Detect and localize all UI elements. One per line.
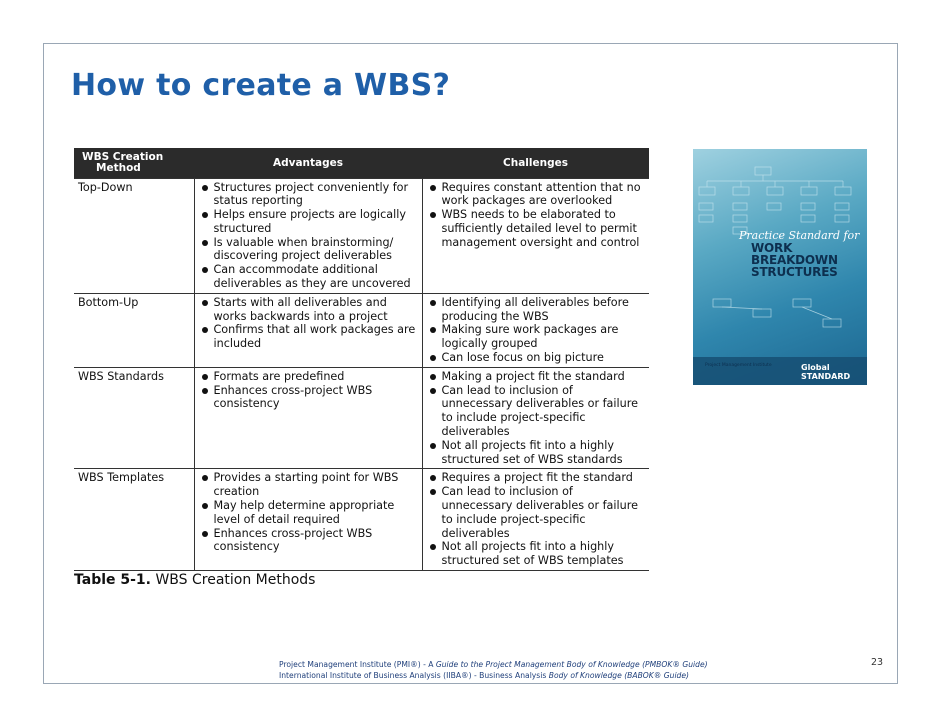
cover-subtitle: Practice Standard for [739,229,860,242]
table-row [74,469,649,571]
advantage-item: Provides a starting point for WBS creation [199,471,418,499]
table-row [74,178,649,293]
slide-title: How to create a WBS? [71,68,451,103]
footer-line2-italic: Body of Knowledge (BABOK® Guide) [548,671,690,680]
challenges-cell [422,178,649,293]
advantages-cell [194,178,422,293]
challenge-item: WBS needs to be elaborated to sufficiently detailed level to permit management oversight and control [427,208,646,249]
header-challenges: Challenges [422,148,649,178]
method-cell: WBS Standards [74,367,194,469]
challenge-item: Making a project fit the standard [427,370,646,384]
advantages-list [199,181,418,291]
table-row [74,367,649,469]
header-advantages: Advantages [194,148,422,178]
advantages-list [199,471,418,554]
challenges-list [427,370,646,467]
cover-title [751,242,865,278]
challenge-item: Identifying all deliverables before producing the WBS [427,296,646,324]
challenge-item: Not all projects fit into a highly structured set of WBS templates [427,540,646,568]
challenge-item: Can lead to inclusion of unnecessary deliverables or failure to include project-specific deliverables [427,384,646,439]
challenge-item: Requires constant attention that no work packages are overlooked [427,181,646,209]
footer-references [279,659,708,681]
header-method-line1: WBS Creation [82,150,164,163]
advantage-item: Enhances cross-project WBS consistency [199,384,418,412]
advantages-cell [194,293,422,367]
table-header-row [74,148,649,178]
page-number: 23 [871,657,884,668]
footer-line2-text: International Institute of Business Analysis (IIBA®) - Business Analysis [279,671,549,680]
advantage-item: Enhances cross-project WBS consistency [199,527,418,555]
advantages-cell [194,367,422,469]
footer-line-2 [279,670,708,681]
advantage-item: Confirms that all work packages are included [199,323,418,351]
challenge-item: Making sure work packages are logically grouped [427,323,646,351]
method-cell: WBS Templates [74,469,194,571]
cover-title-line1: WORK BREAKDOWN [751,241,838,267]
challenge-item: Can lose focus on big picture [427,351,646,365]
challenge-item: Requires a project fit the standard [427,471,646,485]
cover-publisher: Project Management Institute [705,363,772,368]
advantage-item: Structures project conveniently for status reporting [199,181,418,209]
caption-label: Table 5-1. [74,572,151,588]
challenge-item: Can lead to inclusion of unnecessary deliverables or failure to include project-specific deliverables [427,485,646,540]
cover-brand: Global STANDARD [801,363,851,381]
challenge-item: Not all projects fit into a highly structured set of WBS standards [427,439,646,467]
advantages-cell [194,469,422,571]
footer-line1-text: Project Management Institute (PMI®) - A [279,660,436,669]
challenges-cell [422,293,649,367]
advantage-item: Formats are predefined [199,370,418,384]
advantages-list [199,370,418,411]
advantage-item: May help determine appropriate level of detail required [199,499,418,527]
advantage-item: Helps ensure projects are logically structured [199,208,418,236]
method-cell: Top-Down [74,178,194,293]
wbs-methods-table [74,148,649,571]
footer-line-1 [279,659,708,670]
caption-text: WBS Creation Methods [155,572,316,588]
footer-line1-italic: Guide to the Project Management Body of Knowledge (PMBOK® Guide) [435,660,708,669]
challenges-cell [422,367,649,469]
book-cover-image [693,149,867,385]
challenges-list [427,471,646,568]
advantages-list [199,296,418,351]
header-method-line2: Method [96,161,141,174]
advantage-item: Is valuable when brainstorming/ discovering project deliverables [199,236,418,264]
challenges-list [427,296,646,365]
table-caption [74,572,315,588]
advantage-item: Can accommodate additional deliverables as they are uncovered [199,263,418,291]
method-cell: Bottom-Up [74,293,194,367]
challenges-cell [422,469,649,571]
challenges-list [427,181,646,250]
header-method [74,148,194,178]
table-row [74,293,649,367]
cover-title-line2: STRUCTURES [751,265,838,279]
advantage-item: Starts with all deliverables and works backwards into a project [199,296,418,324]
